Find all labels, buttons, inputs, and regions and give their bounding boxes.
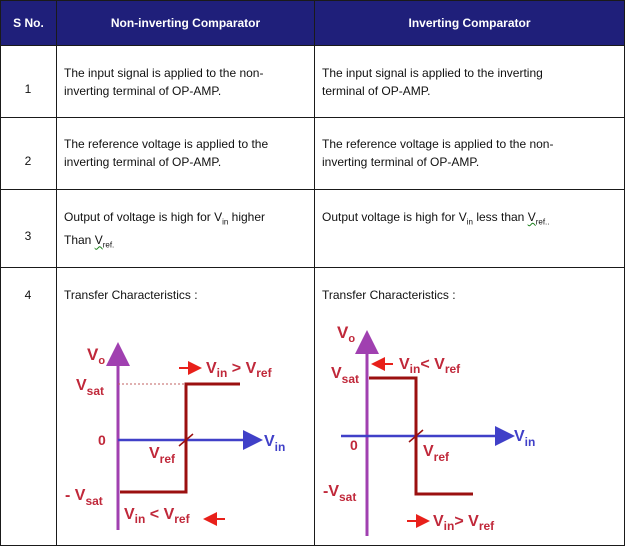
vref-term — [94, 233, 115, 250]
vin-axis-label: $V_{in}$ — [514, 428, 536, 449]
text-segment: higher — [228, 210, 266, 224]
neg-vsat-label: $-V_{sat}$ — [323, 483, 357, 504]
row-number: 1 — [24, 82, 32, 96]
noninverting-transfer-graph — [57, 268, 314, 545]
top-condition-note: $V_{in} > V_{ref}$ — [206, 360, 272, 380]
vsat-label: $V_{sat}$ — [331, 365, 360, 386]
text-subscript: in — [466, 217, 473, 227]
row-number: 4 — [24, 288, 32, 302]
bottom-condition-note: $V_{in}> V_{ref}$ — [433, 513, 495, 533]
row-number: 3 — [24, 229, 32, 243]
row2-noninverting-text: The reference voltage is applied to the inverting terminal of OP-AMP. — [64, 137, 269, 169]
row2-inverting-text: The reference voltage is applied to the non-inverting terminal of OP-AMP. — [322, 137, 554, 169]
text-segment: V — [94, 233, 103, 248]
top-condition-note: $V_{in}< V_{ref}$ — [399, 356, 461, 376]
zero-label: 0 — [350, 437, 358, 453]
text-subscript: in — [222, 217, 229, 227]
header-sno: S No. — [13, 16, 44, 30]
grid-line — [624, 0, 625, 546]
inverting-transfer-graph — [315, 268, 624, 545]
transfer-curve — [120, 384, 240, 492]
row-number: 2 — [24, 154, 32, 168]
grid-line — [0, 45, 625, 46]
grid-line — [0, 545, 625, 546]
text-segment: Output of voltage is high for V — [64, 210, 223, 224]
row4-noninverting-text: Transfer Characteristics : — [64, 288, 198, 302]
row3-inverting-text — [322, 208, 602, 231]
vo-label: $V_o$ — [337, 323, 356, 345]
header-noninverting: Non-inverting Comparator — [110, 16, 261, 30]
grid-line — [0, 0, 625, 1]
text-segment: Output voltage is high for V — [322, 210, 467, 224]
text-segment: V — [527, 210, 536, 224]
vin-axis-label: $V_{in}$ — [264, 433, 286, 454]
text-subscript: ref. — [102, 240, 115, 250]
text-segment: less than — [472, 210, 528, 224]
vref-label: $V_{ref}$ — [423, 443, 450, 464]
text-subscript: ref.. — [535, 217, 550, 227]
text-segment: Than — [64, 233, 95, 248]
vo-label: $V_o$ — [87, 345, 106, 367]
vsat-label: $V_{sat}$ — [76, 377, 105, 398]
vref-label: $V_{ref}$ — [149, 445, 176, 466]
header-inverting: Inverting Comparator — [408, 16, 531, 30]
zero-label: 0 — [98, 432, 106, 448]
bottom-condition-note: $V_{in} < V_{ref}$ — [124, 506, 190, 526]
row1-noninverting-text: The input signal is applied to the non-inverting terminal of OP-AMP. — [64, 66, 264, 98]
vref-term — [527, 210, 550, 227]
grid-line — [0, 189, 625, 190]
row3-noninverting-text — [64, 208, 304, 255]
grid-line — [0, 117, 625, 118]
row1-inverting-text: The input signal is applied to the inverting terminal of OP-AMP. — [322, 66, 543, 98]
neg-vsat-label: - $V_{sat}$ — [65, 487, 103, 508]
row4-inverting-text: Transfer Characteristics : — [322, 288, 456, 302]
